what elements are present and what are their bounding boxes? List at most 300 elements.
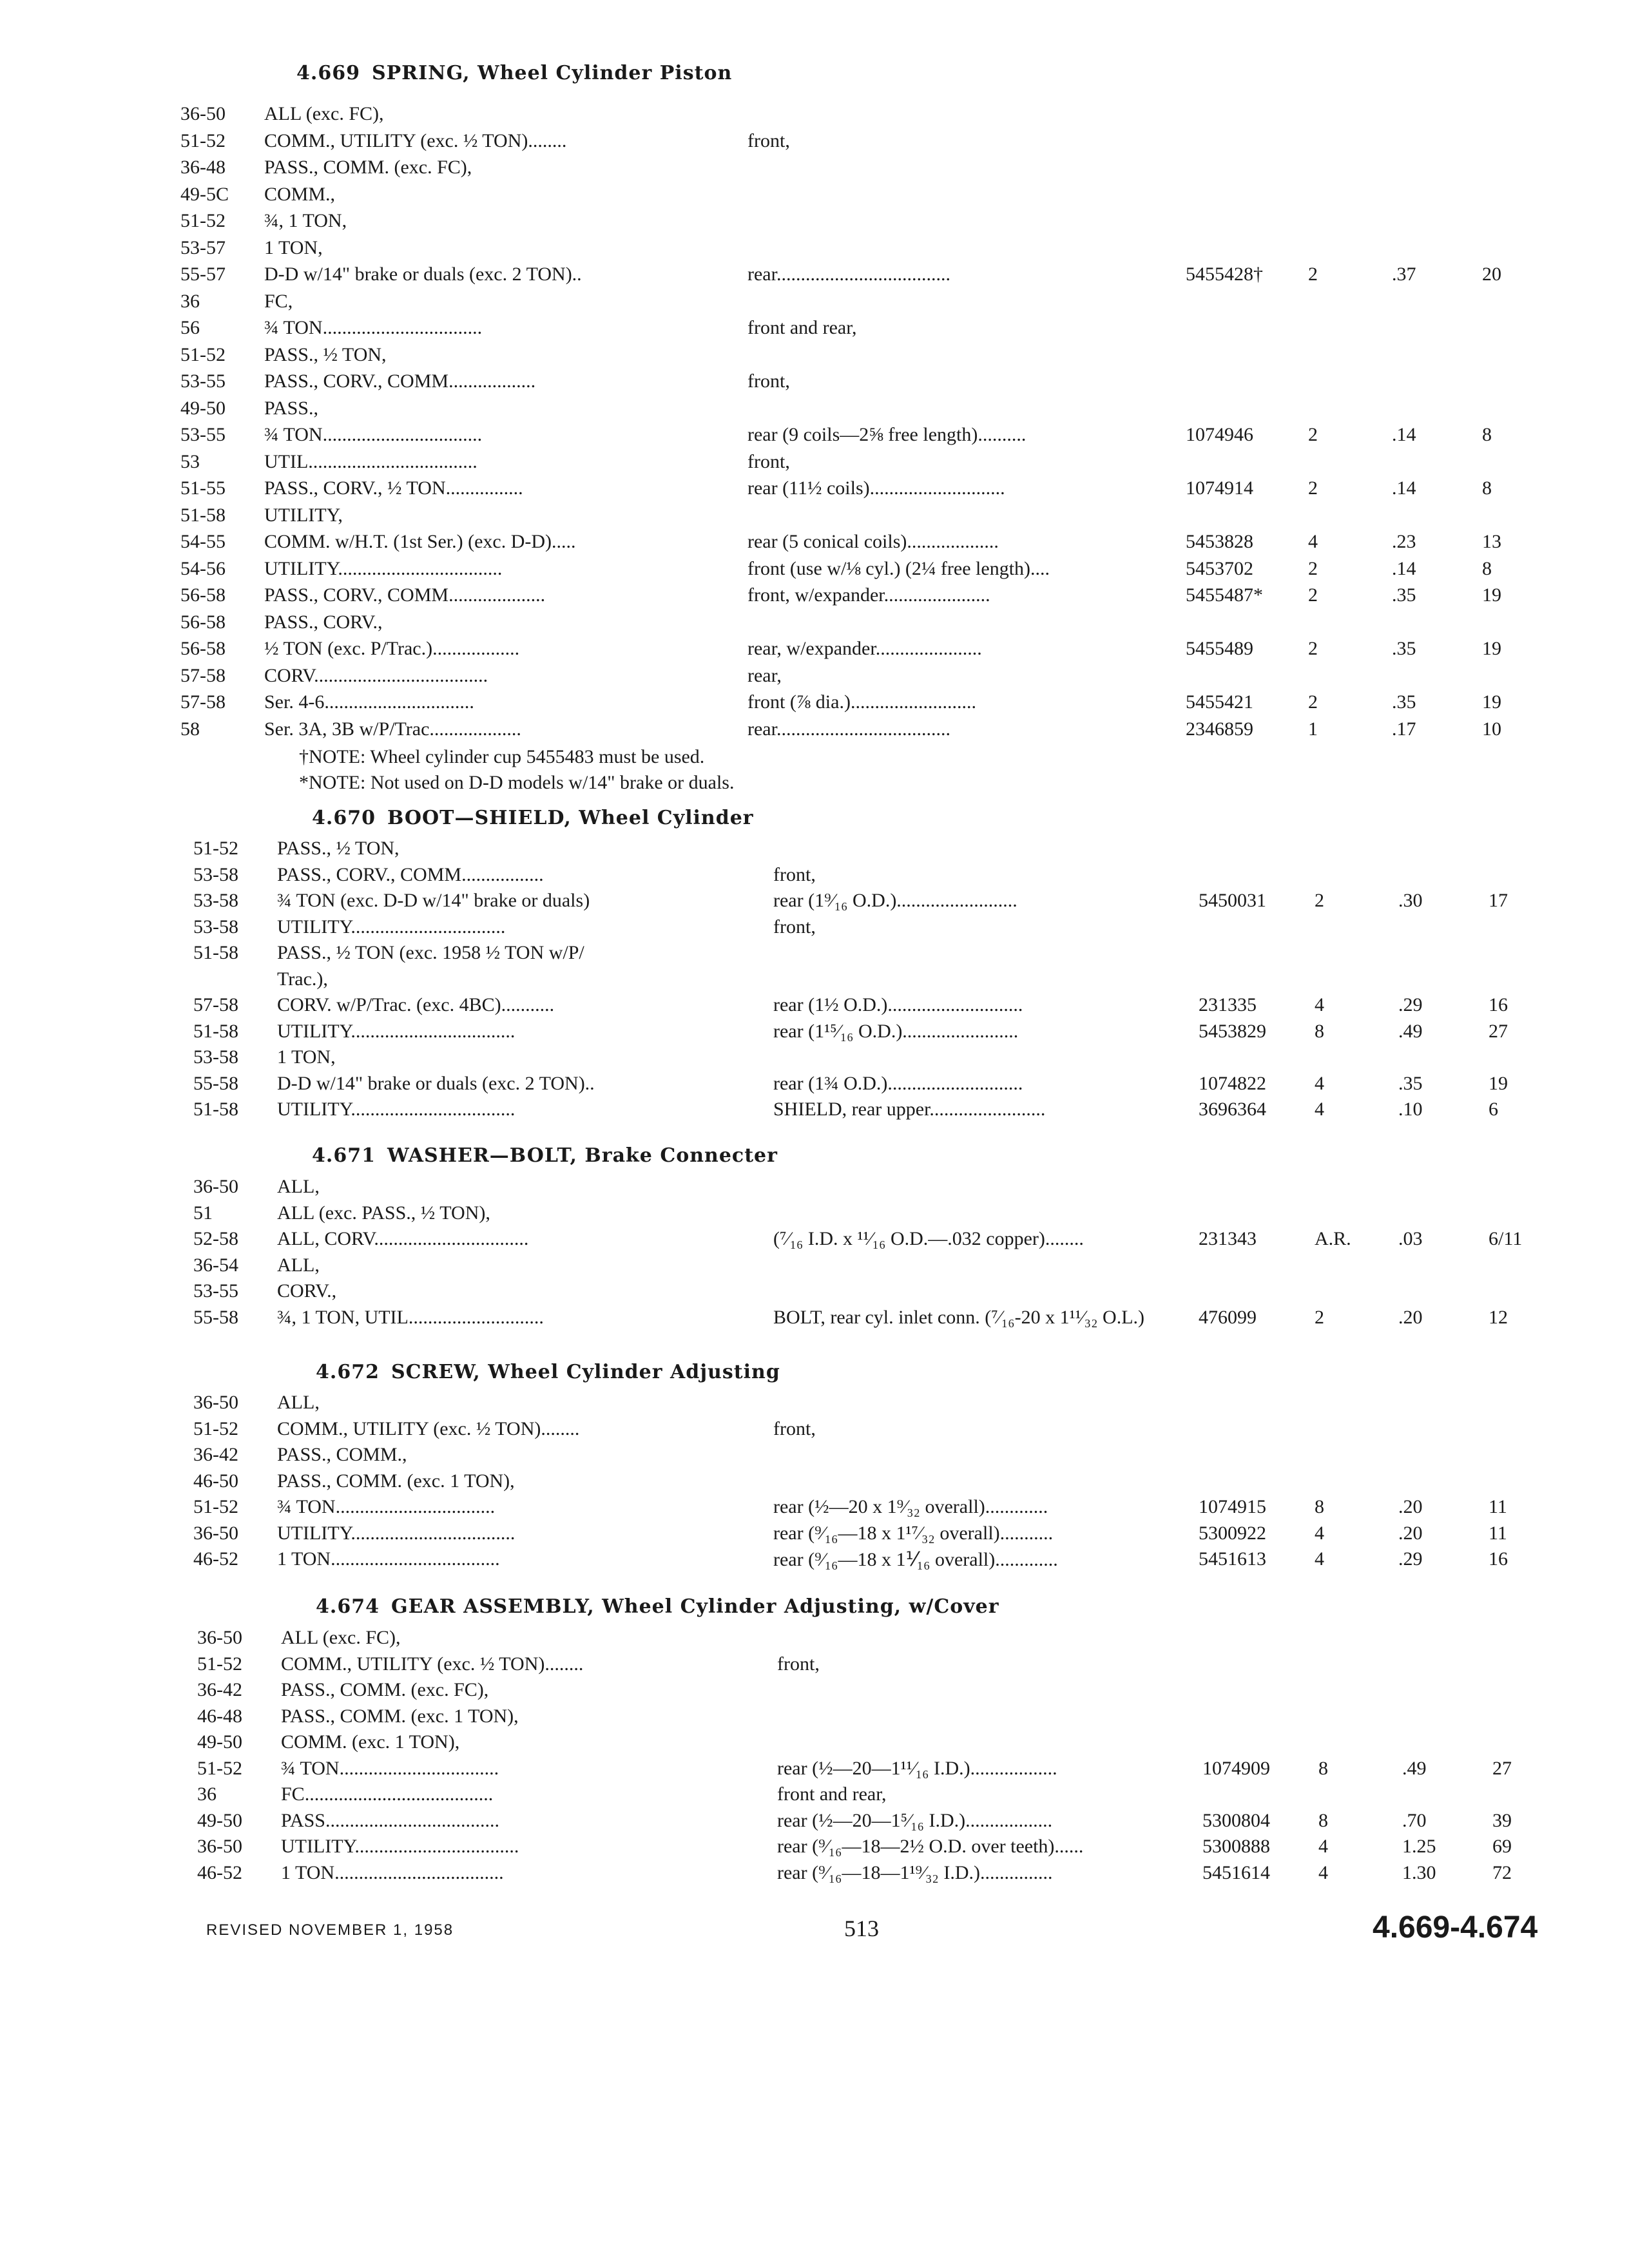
year-cell: 46-52 bbox=[197, 1861, 242, 1883]
quantity-cell: 4 bbox=[1318, 1836, 1328, 1857]
year-cell: 46-48 bbox=[197, 1705, 242, 1727]
year-cell: 58 bbox=[180, 718, 200, 740]
parts-row bbox=[0, 1202, 1629, 1227]
parts-row bbox=[0, 477, 1629, 502]
description-cell: rear (11½ coils)............................ bbox=[747, 477, 1005, 499]
description-cell: front, bbox=[773, 916, 816, 937]
parts-row bbox=[0, 1548, 1629, 1573]
quantity-cell: 2 bbox=[1308, 691, 1318, 713]
description-cell: rear (½—20—1⁵⁄₁₆ I.D.).................. bbox=[777, 1809, 1053, 1831]
weight-cell: .17 bbox=[1392, 718, 1416, 740]
part-number-cell: 1074909 bbox=[1202, 1757, 1270, 1779]
description-cell: (⁷⁄₁₆ I.D. x ¹¹⁄₁₆ O.D.—.032 copper)........ bbox=[773, 1228, 1084, 1249]
weight-cell: .35 bbox=[1392, 638, 1416, 659]
year-cell: 51-52 bbox=[193, 1496, 238, 1517]
price-cell: 17 bbox=[1489, 890, 1508, 911]
year-cell: 52-58 bbox=[193, 1228, 238, 1249]
price-cell: 27 bbox=[1489, 1020, 1508, 1042]
model-cell: 1 TON, bbox=[277, 1046, 336, 1068]
quantity-cell: 2 bbox=[1308, 477, 1318, 499]
quantity-cell: 2 bbox=[1308, 584, 1318, 606]
weight-cell: .70 bbox=[1402, 1809, 1427, 1831]
part-number-cell: 5455487* bbox=[1186, 584, 1263, 606]
model-cell: UTIL................................... bbox=[264, 450, 477, 472]
section-heading bbox=[312, 807, 754, 829]
description-cell: front, bbox=[777, 1653, 820, 1675]
parts-row bbox=[0, 1496, 1629, 1521]
model-cell: PASS.................................... bbox=[281, 1809, 499, 1831]
part-number-cell: 5300922 bbox=[1199, 1522, 1266, 1544]
model-cell: D-D w/14" brake or duals (exc. 2 TON).. bbox=[277, 1072, 595, 1094]
weight-cell: 1.30 bbox=[1402, 1861, 1436, 1883]
parts-row bbox=[0, 1758, 1629, 1782]
year-cell: 51-52 bbox=[193, 838, 238, 859]
year-cell: 51-58 bbox=[193, 1020, 238, 1042]
year-cell: 36-50 bbox=[180, 103, 226, 124]
year-cell: 51-52 bbox=[197, 1757, 242, 1779]
description-cell: rear (1½ O.D.)............................ bbox=[773, 994, 1023, 1015]
model-cell: PASS., COMM. (exc. FC), bbox=[264, 157, 472, 178]
model-cell: COMM., UTILITY (exc. ½ TON)........ bbox=[281, 1653, 584, 1675]
model-cell: ALL, bbox=[277, 1392, 320, 1413]
parts-row bbox=[0, 558, 1629, 582]
year-cell: 51-52 bbox=[180, 210, 226, 231]
description-cell: rear (5 conical coils)................... bbox=[747, 531, 999, 552]
model-cell: PASS., COMM., bbox=[277, 1444, 407, 1465]
quantity-cell: 2 bbox=[1308, 638, 1318, 659]
part-number-cell: 5451614 bbox=[1202, 1861, 1270, 1883]
parts-row bbox=[0, 344, 1629, 369]
description-cell: rear, bbox=[747, 664, 782, 686]
price-cell: 72 bbox=[1492, 1861, 1512, 1883]
parts-row bbox=[0, 890, 1629, 914]
model-cell: COMM., UTILITY (exc. ½ TON)........ bbox=[264, 130, 567, 151]
price-cell: 27 bbox=[1492, 1757, 1512, 1779]
weight-cell: .14 bbox=[1392, 424, 1416, 445]
part-number-cell: 3696364 bbox=[1199, 1099, 1266, 1120]
price-cell: 19 bbox=[1482, 691, 1501, 713]
year-cell: 53-58 bbox=[193, 890, 238, 911]
part-number-cell: 5453829 bbox=[1199, 1020, 1266, 1042]
model-cell: 1 TON................................... bbox=[281, 1861, 504, 1883]
description-cell: front and rear, bbox=[777, 1783, 887, 1805]
description-cell: rear (1⁹⁄₁₆ O.D.)......................... bbox=[773, 890, 1017, 911]
model-cell: ½ TON (exc. P/Trac.).................. bbox=[264, 638, 520, 659]
weight-cell: .49 bbox=[1398, 1020, 1423, 1042]
year-cell: 53-57 bbox=[180, 236, 226, 258]
quantity-cell: 1 bbox=[1308, 718, 1318, 740]
weight-cell: .29 bbox=[1398, 1548, 1423, 1570]
part-number-cell: 1074915 bbox=[1199, 1496, 1266, 1517]
model-cell: PASS., COMM. (exc. 1 TON), bbox=[277, 1470, 515, 1492]
parts-row bbox=[0, 1176, 1629, 1200]
model-cell: UTILITY.................................. bbox=[277, 1099, 516, 1120]
parts-row bbox=[0, 584, 1629, 609]
year-cell: 36 bbox=[197, 1783, 217, 1805]
description-cell: BOLT, rear cyl. inlet conn. (⁷⁄₁₆-20 x 1¹¹⁄₃₂ O.L.) bbox=[773, 1306, 1145, 1328]
price-cell: 8 bbox=[1482, 477, 1492, 499]
parts-row bbox=[0, 864, 1629, 889]
section-number: 4.672 bbox=[316, 1361, 380, 1383]
price-cell: 11 bbox=[1489, 1496, 1507, 1517]
model-cell: ¾, 1 TON, bbox=[264, 210, 347, 231]
weight-cell: 1.25 bbox=[1402, 1836, 1436, 1857]
part-number-cell: 5451613 bbox=[1199, 1548, 1266, 1570]
quantity-cell: 2 bbox=[1308, 424, 1318, 445]
part-number-cell: 5450031 bbox=[1199, 890, 1266, 911]
weight-cell: .14 bbox=[1392, 557, 1416, 579]
year-cell: 53-55 bbox=[193, 1280, 238, 1302]
quantity-cell: 2 bbox=[1315, 890, 1324, 911]
model-cell: FC, bbox=[264, 290, 293, 312]
model-cell: UTILITY.................................. bbox=[264, 557, 503, 579]
description-cell: rear (1¾ O.D.)............................ bbox=[773, 1072, 1023, 1094]
description-cell: rear, w/expander...................... bbox=[747, 638, 982, 659]
section-range: 4.669-4.674 bbox=[1373, 1910, 1538, 1945]
parts-row bbox=[0, 505, 1629, 529]
model-cell: ¾ TON................................. bbox=[281, 1757, 499, 1779]
description-cell: front, w/expander...................... bbox=[747, 584, 990, 606]
model-cell: Ser. 4-6............................... bbox=[264, 691, 474, 713]
model-cell: PASS., CORV., COMM................. bbox=[277, 863, 544, 885]
model-cell: COMM. (exc. 1 TON), bbox=[281, 1731, 460, 1753]
year-cell: 55-58 bbox=[193, 1306, 238, 1328]
description-cell: SHIELD, rear upper........................ bbox=[773, 1099, 1046, 1120]
weight-cell: .20 bbox=[1398, 1306, 1423, 1328]
part-number-cell: 2346859 bbox=[1186, 718, 1253, 740]
quantity-cell: 4 bbox=[1318, 1861, 1328, 1883]
year-cell: 51-52 bbox=[197, 1653, 242, 1675]
price-cell: 16 bbox=[1489, 1548, 1508, 1570]
model-cell: UTILITY.................................. bbox=[281, 1836, 519, 1857]
section-heading bbox=[312, 1144, 778, 1167]
year-cell: 36-50 bbox=[197, 1627, 242, 1648]
price-cell: 8 bbox=[1482, 557, 1492, 579]
parts-row bbox=[0, 1021, 1629, 1045]
parts-row bbox=[0, 451, 1629, 476]
model-cell: ALL, CORV................................ bbox=[277, 1228, 529, 1249]
description-cell: front, bbox=[773, 1418, 816, 1439]
year-cell: 49-50 bbox=[197, 1731, 242, 1753]
description-cell: front (use w/⅛ cyl.) (2¼ free length).... bbox=[747, 557, 1050, 579]
section-title: BOOT—SHIELD, Wheel Cylinder bbox=[387, 807, 754, 829]
parts-row bbox=[0, 1470, 1629, 1495]
quantity-cell: 2 bbox=[1308, 557, 1318, 579]
section-number: 4.674 bbox=[316, 1595, 380, 1618]
section-heading bbox=[316, 1595, 999, 1618]
parts-row bbox=[0, 916, 1629, 941]
model-cell: UTILITY................................ bbox=[277, 916, 506, 937]
price-cell: 19 bbox=[1489, 1072, 1508, 1094]
model-cell: PASS., COMM. (exc. 1 TON), bbox=[281, 1705, 519, 1727]
parts-row bbox=[0, 531, 1629, 555]
description-cell: rear (⁹⁄₁₆—18—2½ O.D. over teeth)...... bbox=[777, 1836, 1084, 1857]
year-cell: 36-50 bbox=[193, 1522, 238, 1544]
model-cell: 1 TON, bbox=[264, 236, 323, 258]
parts-row bbox=[0, 1653, 1629, 1678]
model-cell: ¾ TON (exc. D-D w/14" brake or duals) bbox=[277, 890, 590, 911]
parts-row bbox=[0, 665, 1629, 689]
year-cell: 36-50 bbox=[197, 1836, 242, 1857]
price-cell: 11 bbox=[1489, 1522, 1507, 1544]
price-cell: 13 bbox=[1482, 531, 1501, 552]
model-cell: PASS., ½ TON (exc. 1958 ½ TON w/P/ bbox=[277, 942, 584, 963]
year-cell: 53-58 bbox=[193, 1046, 238, 1068]
year-cell: 51-58 bbox=[180, 504, 226, 526]
parts-row bbox=[0, 210, 1629, 235]
quantity-cell: 8 bbox=[1315, 1496, 1324, 1517]
year-cell: 36-50 bbox=[193, 1392, 238, 1413]
year-cell: 53-58 bbox=[193, 863, 238, 885]
parts-row bbox=[0, 184, 1629, 208]
parts-row bbox=[0, 103, 1629, 128]
part-number-cell: 1074822 bbox=[1199, 1072, 1266, 1094]
model-cell: ¾, 1 TON, UTIL............................ bbox=[277, 1306, 544, 1328]
year-cell: 57-58 bbox=[180, 664, 226, 686]
year-cell: 51-58 bbox=[193, 942, 238, 963]
weight-cell: .10 bbox=[1398, 1099, 1423, 1120]
parts-row bbox=[0, 157, 1629, 181]
parts-row bbox=[0, 264, 1629, 288]
parts-row bbox=[0, 130, 1629, 155]
section-heading bbox=[316, 1361, 780, 1383]
year-cell: 36-54 bbox=[193, 1254, 238, 1276]
parts-row bbox=[0, 1862, 1629, 1887]
year-cell: 36-50 bbox=[193, 1176, 238, 1197]
revision-date: REVISED NOVEMBER 1, 1958 bbox=[206, 1921, 454, 1939]
model-cell: UTILITY.................................. bbox=[277, 1522, 516, 1544]
parts-row bbox=[0, 237, 1629, 262]
section-number: 4.670 bbox=[312, 807, 376, 829]
quantity-cell: 4 bbox=[1315, 1522, 1324, 1544]
model-cell: CORV. w/P/Trac. (exc. 4BC)........... bbox=[277, 994, 555, 1015]
parts-row bbox=[0, 1418, 1629, 1443]
year-cell: 57-58 bbox=[180, 691, 226, 713]
description-cell: rear.................................... bbox=[747, 718, 950, 740]
quantity-cell: 2 bbox=[1315, 1306, 1324, 1328]
year-cell: 53-55 bbox=[180, 370, 226, 392]
weight-cell: .29 bbox=[1398, 994, 1423, 1015]
model-cell: 1 TON................................... bbox=[277, 1548, 500, 1570]
year-cell: 56-58 bbox=[180, 638, 226, 659]
model-cell: ALL, bbox=[277, 1176, 320, 1197]
year-cell: 36 bbox=[180, 290, 200, 312]
quantity-cell: 4 bbox=[1315, 1099, 1324, 1120]
parts-row bbox=[0, 317, 1629, 341]
parts-row bbox=[0, 691, 1629, 716]
parts-row bbox=[0, 611, 1629, 636]
year-cell: 46-52 bbox=[193, 1548, 238, 1570]
model-cell: UTILITY, bbox=[264, 504, 343, 526]
part-number-cell: 5300888 bbox=[1202, 1836, 1270, 1857]
year-cell: 54-55 bbox=[180, 531, 226, 552]
parts-row bbox=[0, 1254, 1629, 1279]
description-cell: front, bbox=[773, 863, 816, 885]
description-cell: rear (1¹⁵⁄₁₆ O.D.)........................ bbox=[773, 1020, 1019, 1042]
parts-row bbox=[0, 1046, 1629, 1071]
year-cell: 51-52 bbox=[180, 343, 226, 365]
year-cell: 49-5C bbox=[180, 183, 229, 205]
price-cell: 19 bbox=[1482, 638, 1501, 659]
weight-cell: .14 bbox=[1392, 477, 1416, 499]
parts-row bbox=[0, 1307, 1629, 1331]
model-cell: PASS., CORV., ½ TON................ bbox=[264, 477, 523, 499]
model-cell: UTILITY.................................. bbox=[277, 1020, 516, 1042]
description-cell: rear (½—20 x 1⁹⁄₃₂ overall)............. bbox=[773, 1496, 1048, 1517]
model-cell: ¾ TON................................. bbox=[277, 1496, 496, 1517]
section-title: GEAR ASSEMBLY, Wheel Cylinder Adjusting, w/Cover bbox=[390, 1595, 999, 1618]
price-cell: 39 bbox=[1492, 1809, 1512, 1831]
parts-row bbox=[0, 994, 1629, 1019]
description-cell: rear (⁹⁄₁₆—18 x 1⅟₁₆ overall)............. bbox=[773, 1549, 1058, 1570]
year-cell: 56 bbox=[180, 317, 200, 338]
model-cell: COMM. w/H.T. (1st Ser.) (exc. D-D)..... bbox=[264, 531, 576, 552]
parts-row bbox=[0, 968, 1629, 993]
weight-cell: .35 bbox=[1392, 691, 1416, 713]
parts-row bbox=[0, 1228, 1629, 1253]
model-cell: ALL (exc. FC), bbox=[281, 1627, 401, 1648]
description-cell: rear.................................... bbox=[747, 264, 950, 285]
model-cell: CORV., bbox=[277, 1280, 337, 1302]
section-title: SCREW, Wheel Cylinder Adjusting bbox=[390, 1361, 780, 1383]
model-cell: COMM., UTILITY (exc. ½ TON)........ bbox=[277, 1418, 580, 1439]
quantity-cell: 4 bbox=[1315, 1548, 1324, 1570]
year-cell: 51-52 bbox=[180, 130, 226, 151]
model-cell: Ser. 3A, 3B w/P/Trac................... bbox=[264, 718, 521, 740]
price-cell: 10 bbox=[1482, 718, 1501, 740]
weight-cell: .49 bbox=[1402, 1757, 1427, 1779]
section-note: *NOTE: Not used on D-D models w/14" brake or duals. bbox=[299, 772, 735, 793]
quantity-cell: 4 bbox=[1308, 531, 1318, 552]
description-cell: rear (9 coils—2⅝ free length).......... bbox=[747, 424, 1027, 445]
parts-row bbox=[0, 1073, 1629, 1097]
description-cell: front, bbox=[747, 450, 790, 472]
part-number-cell: 5453702 bbox=[1186, 557, 1253, 579]
model-cell: Trac.), bbox=[277, 968, 328, 990]
year-cell: 57-58 bbox=[193, 994, 238, 1015]
model-cell: PASS., CORV., COMM.................. bbox=[264, 370, 536, 392]
part-number-cell: 5455428† bbox=[1186, 264, 1263, 285]
price-cell: 69 bbox=[1492, 1836, 1512, 1857]
page-number: 513 bbox=[844, 1916, 879, 1941]
model-cell: ALL, bbox=[277, 1254, 320, 1276]
year-cell: 49-50 bbox=[197, 1809, 242, 1831]
description-cell: rear (⁹⁄₁₆—18 x 1¹⁷⁄₃₂ overall)........... bbox=[773, 1522, 1054, 1544]
price-cell: 16 bbox=[1489, 994, 1508, 1015]
part-number-cell: 231335 bbox=[1199, 994, 1257, 1015]
model-cell: CORV.................................... bbox=[264, 664, 488, 686]
quantity-cell: 8 bbox=[1315, 1020, 1324, 1042]
year-cell: 56-58 bbox=[180, 611, 226, 633]
model-cell: COMM., bbox=[264, 183, 336, 205]
model-cell: ¾ TON................................. bbox=[264, 424, 483, 445]
section-title: SPRING, Wheel Cylinder Piston bbox=[371, 62, 733, 84]
part-number-cell: 5455421 bbox=[1186, 691, 1253, 713]
part-number-cell: 1074946 bbox=[1186, 424, 1253, 445]
parts-row bbox=[0, 291, 1629, 315]
year-cell: 36-42 bbox=[197, 1679, 242, 1700]
year-cell: 51-55 bbox=[180, 477, 226, 499]
description-cell: front, bbox=[747, 130, 790, 151]
year-cell: 51 bbox=[193, 1202, 213, 1224]
part-number-cell: 476099 bbox=[1199, 1306, 1257, 1328]
parts-row bbox=[0, 1836, 1629, 1860]
model-cell: PASS., COMM. (exc. FC), bbox=[281, 1679, 489, 1700]
model-cell: D-D w/14" brake or duals (exc. 2 TON).. bbox=[264, 264, 582, 285]
parts-row bbox=[0, 370, 1629, 395]
weight-cell: .23 bbox=[1392, 531, 1416, 552]
weight-cell: .35 bbox=[1392, 584, 1416, 606]
model-cell: PASS., CORV., COMM.................... bbox=[264, 584, 546, 606]
weight-cell: .37 bbox=[1392, 264, 1416, 285]
year-cell: 51-52 bbox=[193, 1418, 238, 1439]
parts-row bbox=[0, 838, 1629, 862]
parts-row bbox=[0, 1280, 1629, 1305]
part-number-cell: 1074914 bbox=[1186, 477, 1253, 499]
model-cell: ALL (exc. FC), bbox=[264, 103, 384, 124]
price-cell: 6 bbox=[1489, 1099, 1498, 1120]
price-cell: 19 bbox=[1482, 584, 1501, 606]
year-cell: 53-55 bbox=[180, 424, 226, 445]
quantity-cell: A.R. bbox=[1315, 1228, 1351, 1249]
section-heading bbox=[296, 62, 732, 84]
year-cell: 51-58 bbox=[193, 1099, 238, 1120]
model-cell: ¾ TON................................. bbox=[264, 317, 483, 338]
model-cell: PASS., bbox=[264, 397, 318, 419]
quantity-cell: 2 bbox=[1308, 264, 1318, 285]
parts-row bbox=[0, 1523, 1629, 1547]
year-cell: 56-58 bbox=[180, 584, 226, 606]
year-cell: 53 bbox=[180, 450, 200, 472]
section-number: 4.669 bbox=[296, 62, 360, 84]
part-number-cell: 5300804 bbox=[1202, 1809, 1270, 1831]
part-number-cell: 231343 bbox=[1199, 1228, 1257, 1249]
parts-row bbox=[0, 1810, 1629, 1834]
description-cell: rear (½—20—1¹¹⁄₁₆ I.D.).................. bbox=[777, 1757, 1057, 1779]
year-cell: 49-50 bbox=[180, 397, 226, 419]
model-cell: PASS., ½ TON, bbox=[277, 838, 400, 859]
model-cell: ALL (exc. PASS., ½ TON), bbox=[277, 1202, 490, 1224]
weight-cell: .30 bbox=[1398, 890, 1423, 911]
model-cell: FC....................................... bbox=[281, 1783, 494, 1805]
quantity-cell: 4 bbox=[1315, 994, 1324, 1015]
parts-row bbox=[0, 1392, 1629, 1416]
section-note: †NOTE: Wheel cylinder cup 5455483 must be used. bbox=[299, 746, 705, 767]
year-cell: 54-56 bbox=[180, 557, 226, 579]
model-cell: PASS., CORV., bbox=[264, 611, 383, 633]
weight-cell: .03 bbox=[1398, 1228, 1423, 1249]
parts-row bbox=[0, 1731, 1629, 1756]
price-cell: 20 bbox=[1482, 264, 1501, 285]
parts-row bbox=[0, 1706, 1629, 1730]
description-cell: front, bbox=[747, 370, 790, 392]
year-cell: 36-48 bbox=[180, 157, 226, 178]
description-cell: front (⅞ dia.).......................... bbox=[747, 691, 976, 713]
parts-row bbox=[0, 1783, 1629, 1808]
price-cell: 12 bbox=[1489, 1306, 1508, 1328]
weight-cell: .20 bbox=[1398, 1522, 1423, 1544]
description-cell: rear (⁹⁄₁₆—18—1¹⁹⁄₃₂ I.D.)............... bbox=[777, 1861, 1053, 1883]
quantity-cell: 8 bbox=[1318, 1809, 1328, 1831]
parts-row bbox=[0, 638, 1629, 662]
weight-cell: .35 bbox=[1398, 1072, 1423, 1094]
price-cell: 6/11 bbox=[1489, 1228, 1523, 1249]
quantity-cell: 8 bbox=[1318, 1757, 1328, 1779]
parts-row bbox=[0, 424, 1629, 448]
parts-row bbox=[0, 398, 1629, 422]
price-cell: 8 bbox=[1482, 424, 1492, 445]
section-title: WASHER—BOLT, Brake Connecter bbox=[387, 1144, 778, 1167]
